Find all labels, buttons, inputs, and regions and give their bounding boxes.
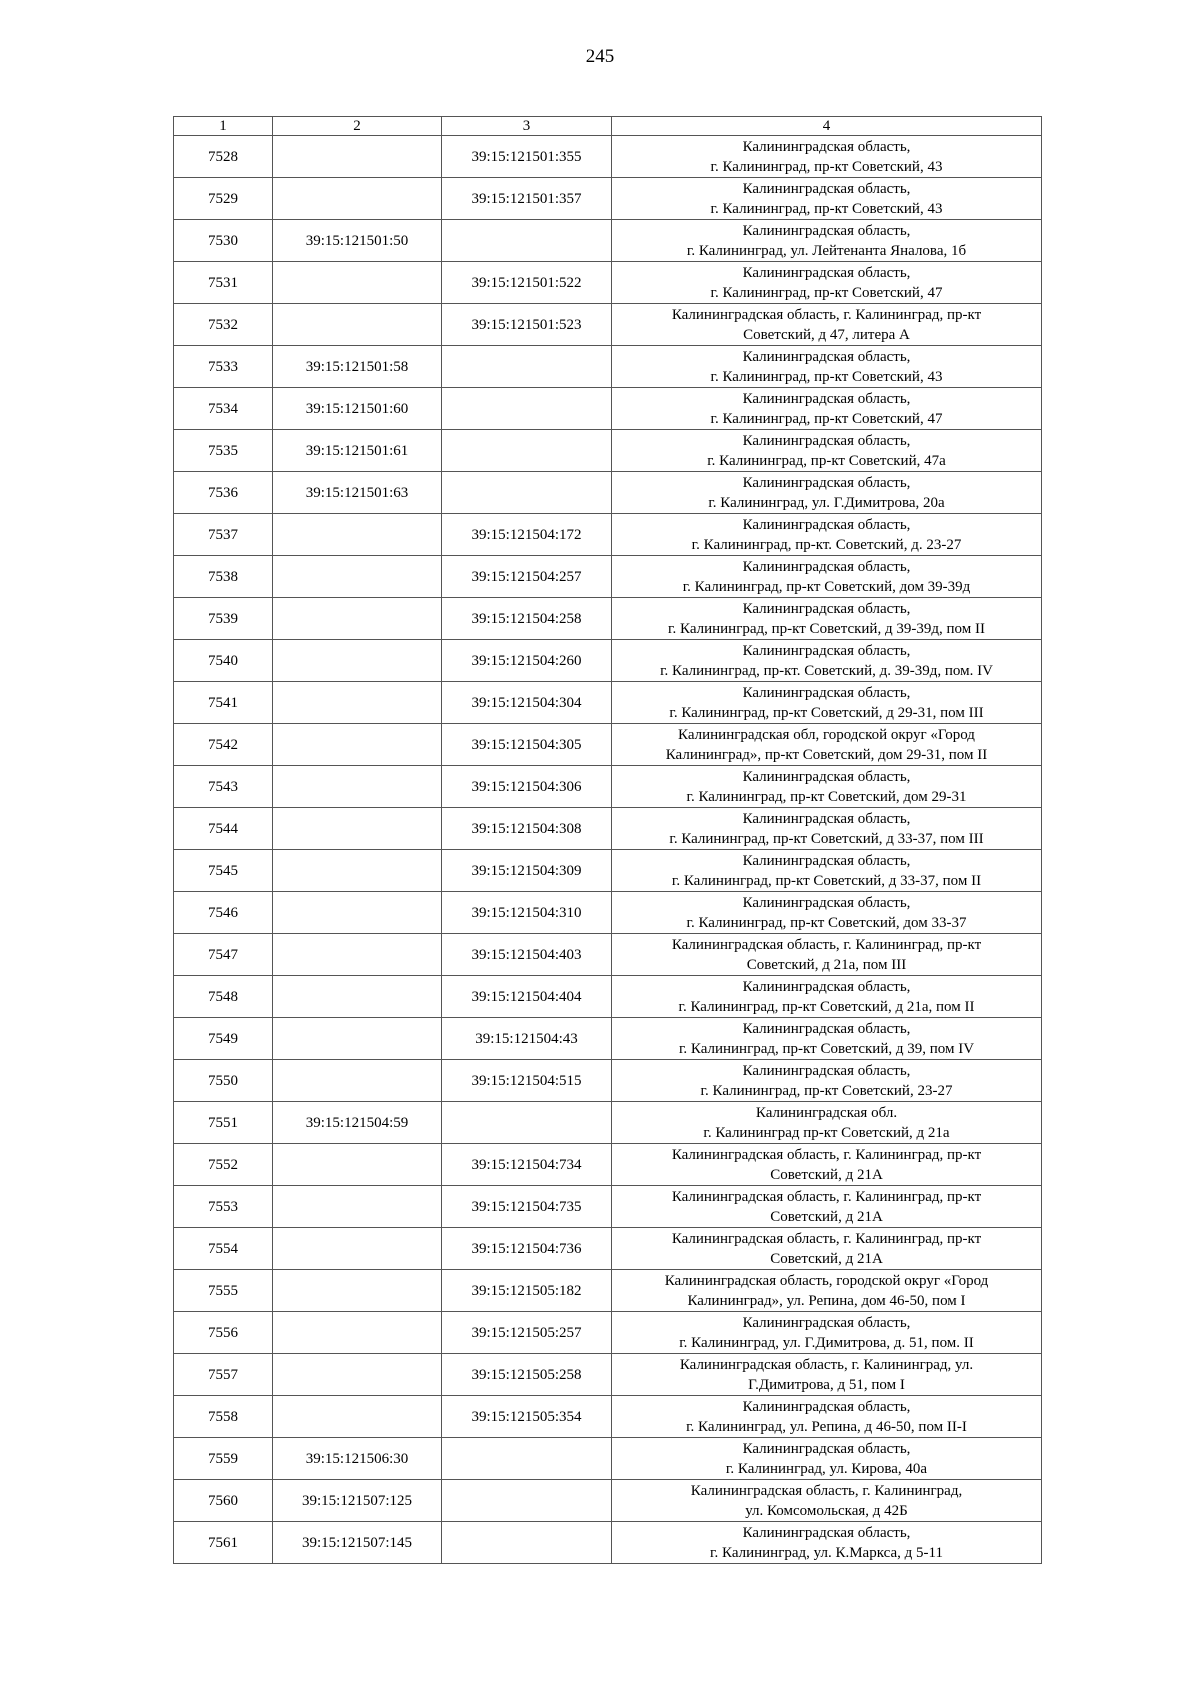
cadastral-number-col2-cell [273, 682, 442, 724]
cadastral-number-col2-cell [273, 598, 442, 640]
table-row [174, 1480, 1042, 1522]
row-number-cell: 7546 [174, 892, 273, 934]
header-col-3: 3 [442, 117, 612, 136]
table-row [174, 1228, 1042, 1270]
table-row [174, 640, 1042, 682]
page-number: 245 [585, 46, 615, 67]
cadastral-number-col3-cell: 39:15:121504:258 [442, 598, 612, 640]
address-line: Калининградская область, г. Калининград, пр-кт [671, 1230, 982, 1247]
address-line: г. Калининград, пр-кт Советский, дом 29-31 [686, 788, 967, 805]
cadastral-number-col3-cell: 39:15:121505:257 [442, 1312, 612, 1354]
cadastral-number-col3-cell: 39:15:121504:734 [442, 1144, 612, 1186]
cadastral-number-col2-cell: 39:15:121507:125 [273, 1480, 442, 1522]
address-cell [612, 304, 1042, 346]
table-row [174, 1354, 1042, 1396]
cadastral-number-col3-cell [442, 1102, 612, 1144]
address-line: Калининград», ул. Репина, дом 46-50, пом I [687, 1292, 966, 1309]
cadastral-number-col3-cell: 39:15:121504:515 [442, 1060, 612, 1102]
cadastral-number-col2-cell [273, 1228, 442, 1270]
address-line: Калининградская область, [742, 1524, 911, 1541]
row-number-cell: 7559 [174, 1438, 273, 1480]
address-line: г. Калининград, пр-кт Советский, 43 [710, 368, 943, 385]
cadastral-number-col2-cell: 39:15:121501:50 [273, 220, 442, 262]
address-line: Советский, д 21А [770, 1166, 883, 1183]
address-cell [612, 1522, 1042, 1564]
address-line: г. Калининград, пр-кт Советский, д 29-31, пом III [669, 704, 984, 721]
address-line: Калининградская область, [742, 894, 911, 911]
address-line: Калининградская область, [742, 600, 911, 617]
row-number-cell: 7535 [174, 430, 273, 472]
row-number-cell: 7555 [174, 1270, 273, 1312]
cadastral-number-col2-cell [273, 556, 442, 598]
table-row [174, 556, 1042, 598]
cadastral-number-col3-cell: 39:15:121504:403 [442, 934, 612, 976]
row-number-cell: 7541 [174, 682, 273, 724]
cadastral-number-col3-cell [442, 388, 612, 430]
table-row [174, 346, 1042, 388]
address-line: Калининградская область, [742, 1314, 911, 1331]
address-line: Калининградская область, [742, 222, 911, 239]
table-row [174, 136, 1042, 178]
row-number-cell: 7532 [174, 304, 273, 346]
cadastral-number-col3-cell: 39:15:121504:308 [442, 808, 612, 850]
address-line: Калининградская область, [742, 1440, 911, 1457]
address-cell [612, 514, 1042, 556]
address-line: Калининградская область, [742, 684, 911, 701]
table-row [174, 724, 1042, 766]
address-line: Калининградская область, [742, 1398, 911, 1415]
address-line: Калининградская область, [742, 180, 911, 197]
address-line: г. Калининград, пр-кт Советский, дом 33-37 [686, 914, 967, 931]
address-cell [612, 1354, 1042, 1396]
row-number-cell: 7542 [174, 724, 273, 766]
address-cell [612, 1186, 1042, 1228]
address-cell [612, 1018, 1042, 1060]
address-cell [612, 682, 1042, 724]
table-row [174, 1144, 1042, 1186]
header-col-2: 2 [273, 117, 442, 136]
cadastral-number-col3-cell: 39:15:121504:735 [442, 1186, 612, 1228]
address-cell [612, 346, 1042, 388]
address-cell [612, 1060, 1042, 1102]
table-row [174, 808, 1042, 850]
row-number-cell: 7528 [174, 136, 273, 178]
address-cell [612, 220, 1042, 262]
address-cell [612, 136, 1042, 178]
table-row [174, 472, 1042, 514]
address-cell [612, 1102, 1042, 1144]
cadastral-number-col2-cell: 39:15:121501:58 [273, 346, 442, 388]
cadastral-number-col2-cell [273, 892, 442, 934]
cadastral-number-col3-cell: 39:15:121501:522 [442, 262, 612, 304]
address-cell [612, 1228, 1042, 1270]
row-number-cell: 7545 [174, 850, 273, 892]
address-line: Калининградская область, [742, 558, 911, 575]
table-row [174, 1312, 1042, 1354]
address-cell [612, 1270, 1042, 1312]
cadastral-number-col2-cell [273, 514, 442, 556]
header-col-4: 4 [612, 117, 1042, 136]
cadastral-number-col2-cell [273, 1354, 442, 1396]
table-row [174, 1270, 1042, 1312]
cadastral-number-col3-cell: 39:15:121504:260 [442, 640, 612, 682]
cadastral-number-col3-cell [442, 1480, 612, 1522]
row-number-cell: 7544 [174, 808, 273, 850]
table-row [174, 430, 1042, 472]
address-line: Калининградская область, [742, 390, 911, 407]
address-cell [612, 934, 1042, 976]
address-line: г. Калининград, пр-кт Советский, 23-27 [700, 1082, 953, 1099]
table-row [174, 1438, 1042, 1480]
cadastral-number-col2-cell: 39:15:121506:30 [273, 1438, 442, 1480]
row-number-cell: 7530 [174, 220, 273, 262]
table-row [174, 1102, 1042, 1144]
address-line: Калининградская область, [742, 348, 911, 365]
cadastral-number-col2-cell [273, 976, 442, 1018]
address-line: Калининградская область, [742, 516, 911, 533]
cadastral-number-col2-cell [273, 1270, 442, 1312]
table-row [174, 892, 1042, 934]
cadastral-number-col2-cell [273, 724, 442, 766]
table-row [174, 1018, 1042, 1060]
cadastral-number-col2-cell [273, 766, 442, 808]
row-number-cell: 7543 [174, 766, 273, 808]
row-number-cell: 7550 [174, 1060, 273, 1102]
row-number-cell: 7539 [174, 598, 273, 640]
table-body [174, 136, 1042, 1564]
address-line: Советский, д 21А [770, 1250, 883, 1267]
address-line: г. Калининград, ул. Г.Димитрова, 20а [708, 494, 945, 511]
registry-table [173, 116, 1042, 1564]
address-line: Калининградская область, [742, 852, 911, 869]
address-line: Советский, д 21А [770, 1208, 883, 1225]
row-number-cell: 7556 [174, 1312, 273, 1354]
cadastral-number-col2-cell: 39:15:121501:63 [273, 472, 442, 514]
address-line: ул. Комсомольская, д 42Б [745, 1502, 908, 1519]
row-number-cell: 7534 [174, 388, 273, 430]
address-line: Калининградская область, г. Калининград, пр-кт [671, 936, 982, 953]
address-line: г. Калининград, пр-кт Советский, д 33-37, пом II [671, 872, 982, 889]
cadastral-number-col3-cell [442, 1438, 612, 1480]
cadastral-number-col3-cell: 39:15:121504:43 [442, 1018, 612, 1060]
row-number-cell: 7549 [174, 1018, 273, 1060]
address-cell [612, 1396, 1042, 1438]
address-cell [612, 640, 1042, 682]
table-row [174, 934, 1042, 976]
cadastral-number-col3-cell: 39:15:121505:354 [442, 1396, 612, 1438]
address-cell [612, 598, 1042, 640]
address-cell [612, 724, 1042, 766]
table-row [174, 1522, 1042, 1564]
cadastral-number-col2-cell [273, 1396, 442, 1438]
cadastral-number-col2-cell [273, 136, 442, 178]
address-line: г. Калининград, ул. Г.Димитрова, д. 51, пом. II [679, 1334, 974, 1351]
row-number-cell: 7551 [174, 1102, 273, 1144]
address-line: Г.Димитрова, д 51, пом I [748, 1376, 905, 1393]
row-number-cell: 7557 [174, 1354, 273, 1396]
row-number-cell: 7554 [174, 1228, 273, 1270]
address-line: г. Калининград, пр-кт Советский, д 33-37, пом III [669, 830, 984, 847]
address-line: Калининградская область, [742, 642, 911, 659]
cadastral-number-col2-cell [273, 808, 442, 850]
address-line: Калининградская область, [742, 1020, 911, 1037]
address-cell [612, 766, 1042, 808]
cadastral-number-col3-cell [442, 220, 612, 262]
address-line: г. Калининград пр-кт Советский, д 21а [703, 1124, 950, 1141]
table-row [174, 850, 1042, 892]
table-row [174, 220, 1042, 262]
table-header [174, 117, 1042, 136]
address-line: Калининградская область, [742, 810, 911, 827]
table-row [174, 262, 1042, 304]
cadastral-number-col3-cell: 39:15:121504:404 [442, 976, 612, 1018]
cadastral-number-col3-cell [442, 346, 612, 388]
row-number-cell: 7552 [174, 1144, 273, 1186]
address-line: г. Калининград, ул. Репина, д 46-50, пом II-I [686, 1418, 967, 1435]
cadastral-number-col2-cell [273, 262, 442, 304]
address-cell [612, 808, 1042, 850]
row-number-cell: 7531 [174, 262, 273, 304]
cadastral-number-col3-cell: 39:15:121501:355 [442, 136, 612, 178]
address-cell [612, 1312, 1042, 1354]
cadastral-number-col2-cell [273, 850, 442, 892]
row-number-cell: 7558 [174, 1396, 273, 1438]
row-number-cell: 7529 [174, 178, 273, 220]
table-row [174, 1060, 1042, 1102]
address-line: Калининградская обл. [755, 1104, 898, 1121]
cadastral-number-col2-cell [273, 1312, 442, 1354]
cadastral-number-col3-cell: 39:15:121504:306 [442, 766, 612, 808]
address-line: г. Калининград, пр-кт Советский, 47а [707, 452, 946, 469]
address-line: г. Калининград, пр-кт Советский, д 39-39д, пом II [668, 620, 985, 637]
cadastral-number-col3-cell: 39:15:121501:523 [442, 304, 612, 346]
address-cell [612, 472, 1042, 514]
cadastral-number-col2-cell [273, 1144, 442, 1186]
header-row [174, 117, 1042, 136]
header-col-1: 1 [174, 117, 273, 136]
address-line: Калининградская область, [742, 474, 911, 491]
address-line: г. Калининград, пр-кт Советский, д 21а, пом II [678, 998, 975, 1015]
cadastral-number-col3-cell [442, 430, 612, 472]
row-number-cell: 7553 [174, 1186, 273, 1228]
address-line: г. Калининград, ул. Лейтенанта Яналова, 1б [686, 242, 967, 259]
address-line: Калининградская область, [742, 264, 911, 281]
cadastral-number-col2-cell [273, 1060, 442, 1102]
address-line: г. Калининград, пр-кт Советский, 47 [710, 284, 943, 301]
table-row [174, 976, 1042, 1018]
cadastral-number-col2-cell: 39:15:121504:59 [273, 1102, 442, 1144]
table-row [174, 682, 1042, 724]
cadastral-number-col2-cell: 39:15:121501:60 [273, 388, 442, 430]
cadastral-number-col3-cell: 39:15:121504:310 [442, 892, 612, 934]
row-number-cell: 7561 [174, 1522, 273, 1564]
address-line: г. Калининград, пр-кт Советский, д 39, пом IV [678, 1040, 975, 1057]
address-cell [612, 1438, 1042, 1480]
cadastral-number-col2-cell [273, 178, 442, 220]
cadastral-number-col2-cell [273, 934, 442, 976]
address-cell [612, 892, 1042, 934]
address-line: Советский, д 47, литера А [743, 326, 910, 343]
address-line: Калининградская область, [742, 432, 911, 449]
row-number-cell: 7548 [174, 976, 273, 1018]
address-line: Калининградская область, г. Калининград, пр-кт [671, 306, 982, 323]
cadastral-number-col2-cell [273, 1186, 442, 1228]
row-number-cell: 7536 [174, 472, 273, 514]
address-line: Калининградская область, г. Калининград, ул. [679, 1356, 974, 1373]
address-cell [612, 556, 1042, 598]
address-line: Калининградская область, г. Калининград, пр-кт [671, 1146, 982, 1163]
address-line: г. Калининград, ул. Кирова, 40а [725, 1460, 928, 1477]
cadastral-number-col2-cell: 39:15:121501:61 [273, 430, 442, 472]
address-cell [612, 262, 1042, 304]
table-row [174, 1396, 1042, 1438]
address-line: Калининградская область, [742, 768, 911, 785]
cadastral-number-col3-cell [442, 1522, 612, 1564]
row-number-cell: 7533 [174, 346, 273, 388]
address-line: г. Калининград, пр-кт Советский, 43 [710, 200, 943, 217]
address-line: Калининградская область, [742, 138, 911, 155]
table-row [174, 388, 1042, 430]
address-line: Калининградская область, [742, 978, 911, 995]
cadastral-number-col3-cell: 39:15:121504:736 [442, 1228, 612, 1270]
table-row [174, 514, 1042, 556]
cadastral-number-col3-cell: 39:15:121504:304 [442, 682, 612, 724]
address-line: г. Калининград, пр-кт Советский, 43 [710, 158, 943, 175]
address-line: Калининградская область, г. Калининград, [690, 1482, 963, 1499]
address-line: Калининград», пр-кт Советский, дом 29-31, пом II [665, 746, 988, 763]
cadastral-number-col3-cell: 39:15:121504:172 [442, 514, 612, 556]
address-line: г. Калининград, пр-кт. Советский, д. 23-27 [691, 536, 962, 553]
row-number-cell: 7560 [174, 1480, 273, 1522]
address-line: г. Калининград, пр-кт Советский, дом 39-39д [682, 578, 971, 595]
table-row [174, 766, 1042, 808]
address-line: г. Калининград, ул. К.Маркса, д 5-11 [710, 1544, 943, 1561]
address-cell [612, 178, 1042, 220]
address-line: Калининградская область, г. Калининград, пр-кт [671, 1188, 982, 1205]
address-line: Калининградская область, городской округ «Город [664, 1272, 989, 1289]
row-number-cell: 7547 [174, 934, 273, 976]
address-line: г. Калининград, пр-кт. Советский, д. 39-39д, пом. IV [660, 662, 993, 679]
address-cell [612, 1480, 1042, 1522]
cadastral-number-col3-cell: 39:15:121505:258 [442, 1354, 612, 1396]
row-number-cell: 7540 [174, 640, 273, 682]
address-line: г. Калининград, пр-кт Советский, 47 [710, 410, 943, 427]
address-line: Калининградская обл, городской округ «Город [678, 726, 975, 743]
table-row [174, 178, 1042, 220]
address-cell [612, 1144, 1042, 1186]
address-line: Калининградская область, [742, 1062, 911, 1079]
table-row [174, 598, 1042, 640]
table-row [174, 1186, 1042, 1228]
cadastral-number-col2-cell [273, 640, 442, 682]
cadastral-number-col3-cell: 39:15:121504:305 [442, 724, 612, 766]
cadastral-number-col3-cell: 39:15:121504:309 [442, 850, 612, 892]
row-number-cell: 7538 [174, 556, 273, 598]
cadastral-number-col2-cell [273, 304, 442, 346]
row-number-cell: 7537 [174, 514, 273, 556]
address-cell [612, 850, 1042, 892]
cadastral-number-col2-cell: 39:15:121507:145 [273, 1522, 442, 1564]
table-row [174, 304, 1042, 346]
address-line: Советский, д 21а, пом III [746, 956, 907, 973]
cadastral-number-col3-cell: 39:15:121505:182 [442, 1270, 612, 1312]
cadastral-number-col2-cell [273, 1018, 442, 1060]
cadastral-number-col3-cell [442, 472, 612, 514]
address-cell [612, 388, 1042, 430]
cadastral-number-col3-cell: 39:15:121504:257 [442, 556, 612, 598]
cadastral-number-col3-cell: 39:15:121501:357 [442, 178, 612, 220]
address-cell [612, 976, 1042, 1018]
address-cell [612, 430, 1042, 472]
